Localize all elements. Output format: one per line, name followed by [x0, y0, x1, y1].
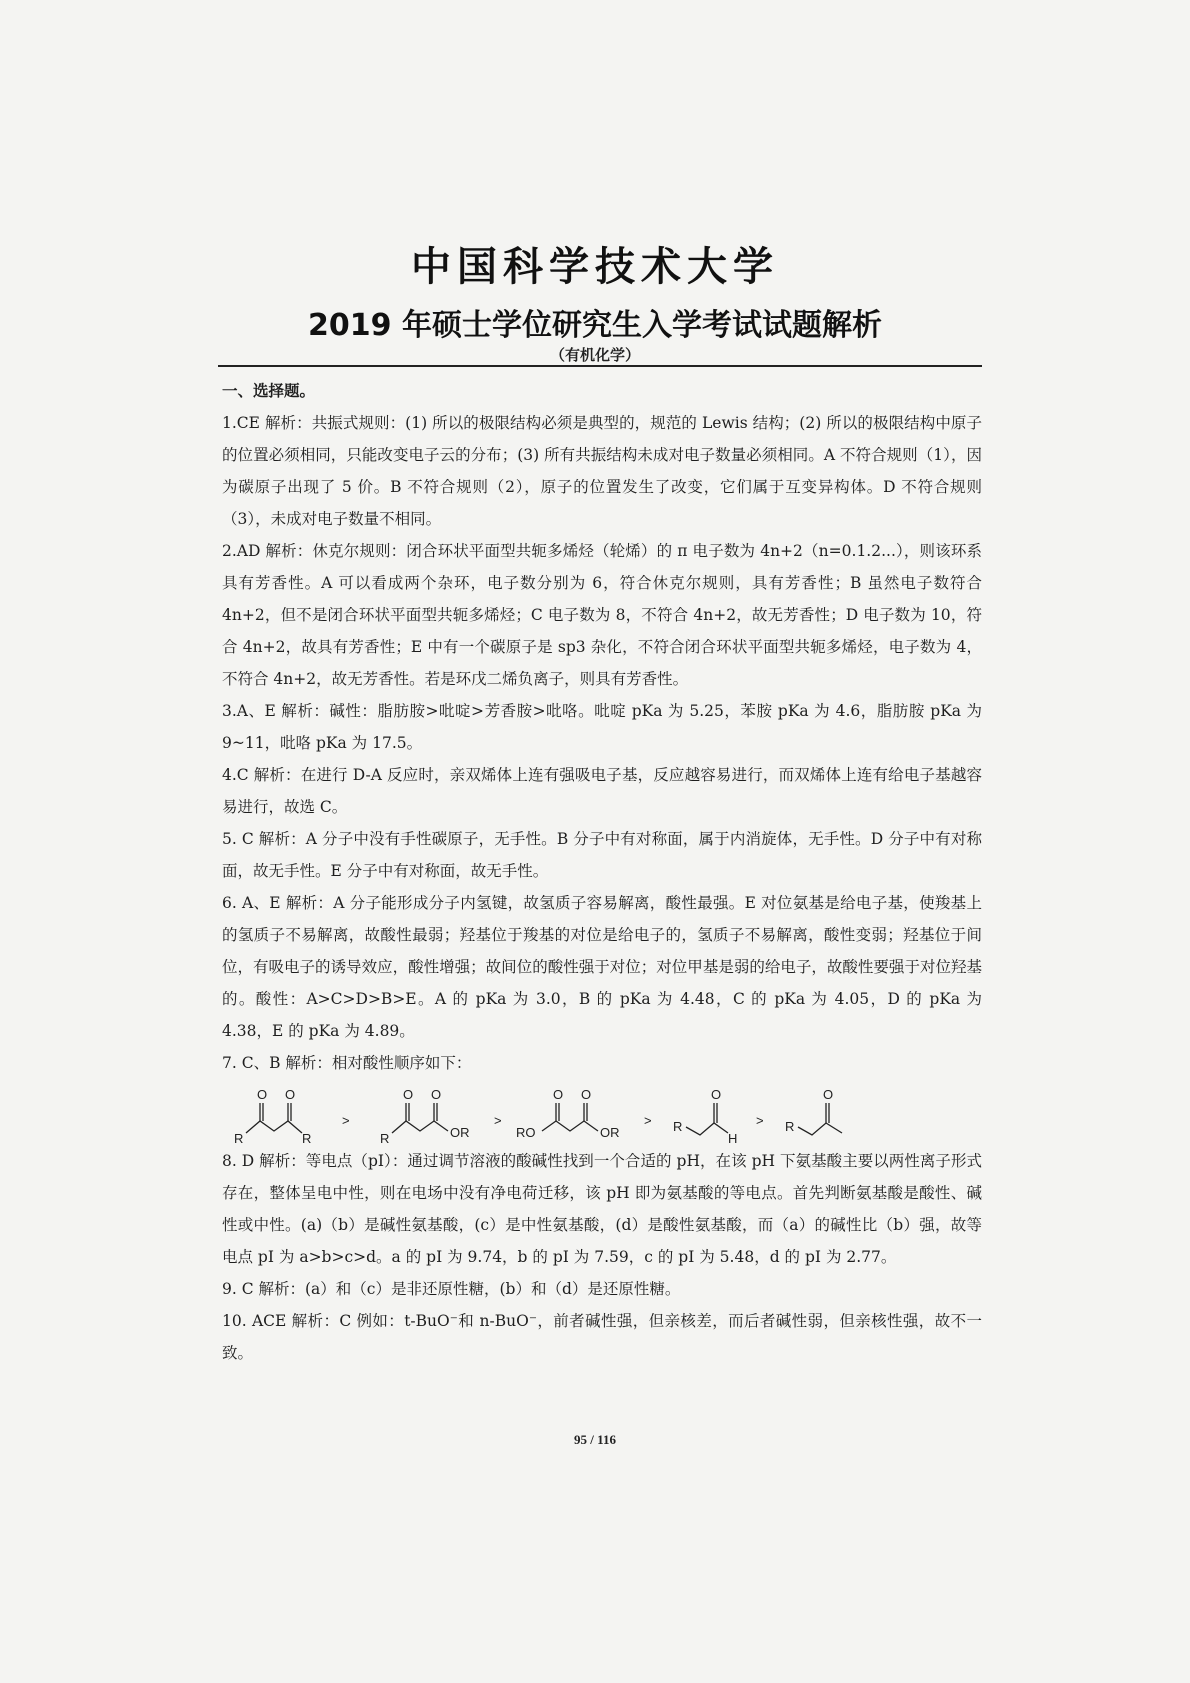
mol4-o: O [711, 1087, 722, 1102]
mol3-o-left: O [553, 1087, 564, 1102]
mol3-o-right: O [581, 1087, 592, 1102]
answer-content [222, 375, 982, 1369]
answer-5: 5. C 解析：A 分子中没有手性碳原子，无手性。B 分子中有对称面，属于内消旋体，无手性。D 分子中有对称面，故无手性。E 分子中有对称面，故无手性。 [222, 830, 982, 880]
answer-10: 10. ACE 解析：C 例如：t-BuO⁻和 n-BuO⁻，前者碱性强，但亲核差，而后者碱性弱，但亲核性强，故不一致。 [222, 1312, 982, 1362]
answer-2: 2.AD 解析：休克尔规则：闭合环状平面型共轭多烯烃（轮烯）的 π 电子数为 4n+2（n=0.1.2...），则该环系具有芳香性。A 可以看成两个杂环，电子数分别为 6，符合休克尔规则，具有芳香性；B 虽然电子数符合 4n+2，但不是闭合环状平面型共轭多烯烃；C 电子数为 8，不符合 4n+2，故无芳香性；D 电子数为 10，符合 4n+2，故具有芳香性；E 中有一个碳原子是 sp3 杂化，不符合闭合环状平面型共轭多烯烃，电子数为 4，不符合 4n+2，故无芳香性。若是环戊二烯负离子，则具有芳香性。 [222, 542, 982, 688]
answer-6: 6. A、E 解析：A 分子能形成分子内氢键，故氢质子容易解离，酸性最强。E 对位氨基是给电子基，使羧基上的氢质子不易解离，故酸性最弱；羟基位于羧基的对位是给电子的，氢质子不易解离，酸性变弱；羟基位于间位，有吸电子的诱导效应，酸性增强；故间位的酸性强于对位；对位甲基是弱的给电子，故酸性要强于对位羟基的。酸性：A>C>D>B>E。A 的 pKa 为 3.0，B 的 pKa 为 4.48，C 的 pKa 为 4.05，D 的 pKa 为 4.38，E 的 pKa 为 4.89。 [222, 894, 982, 1040]
mol3-ro: RO [516, 1125, 536, 1140]
mol5-r: R [785, 1119, 795, 1134]
answer-8: 8. D 解析：等电点（pI）：通过调节溶液的酸碱性找到一个合适的 pH，在该 pH 下氨基酸主要以两性离子形式存在，整体呈电中性，则在电场中没有净电荷迁移，该 pH 即为氨基酸的等电点。首先判断氨基酸是酸性、碱性或中性。(a)（b）是碱性氨基酸，(c）是中性氨基酸，(d）是酸性氨基酸，而（a）的碱性比（b）强，故等电点 pI 为 a>b>c>d。a 的 pI 为 9.74，b 的 pI 为 7.59，c 的 pI 为 5.48，d 的 pI 为 2.77。 [222, 1152, 982, 1266]
answer-4: 4.C 解析：在进行 D-A 反应时，亲双烯体上连有强吸电子基，反应越容易进行，而双烯体上连有给电子基越容易进行，故选 C。 [222, 766, 982, 816]
subject-label: （有机化学） [549, 346, 640, 364]
mol2-o-left: O [403, 1087, 414, 1102]
answer-9: 9. C 解析：(a）和（c）是非还原性糖，(b）和（d）是还原性糖。 [222, 1280, 681, 1298]
mol1-o-right: O [285, 1087, 296, 1102]
title-divider [218, 365, 982, 367]
exam-title: 2019 年硕士学位研究生入学考试试题解析 [308, 308, 882, 343]
answer-3: 3.A、E 解析：碱性：脂肪胺>吡啶>芳香胺>吡咯。吡啶 pKa 为 5.25，苯胺 pKa 为 4.6，脂肪胺 pKa 为 9~11，吡咯 pKa 为 17.5。 [222, 702, 982, 752]
gt-2: > [494, 1113, 502, 1128]
mol2-o-right: O [431, 1087, 442, 1102]
university-name: 中国科学技术大学 [411, 243, 779, 290]
page-number: 95 / 116 [574, 1432, 616, 1447]
mol4-r: R [673, 1119, 683, 1134]
gt-4: > [756, 1113, 764, 1128]
mol4-h: H [728, 1131, 738, 1145]
gt-3: > [644, 1113, 652, 1128]
mol3-or: OR [600, 1125, 620, 1140]
mol1-r-right: R [302, 1131, 312, 1145]
mol2-r: R [380, 1131, 390, 1145]
answer-7: 7. C、B 解析：相对酸性顺序如下： [222, 1054, 472, 1072]
acidity-scheme [232, 1081, 852, 1145]
gt-1: > [342, 1113, 350, 1128]
section-heading: 一、选择题。 [222, 381, 316, 400]
mol2-or: OR [450, 1125, 470, 1140]
answer-1: 1.CE 解析：共振式规则：(1) 所以的极限结构必须是典型的，规范的 Lewis 结构；(2) 所以的极限结构中原子的位置必须相同，只能改变电子云的分布；(3) 所有共振结构未成对电子数量必须相同。A 不符合规则（1），因为碳原子出现了 5 价。B 不符合规则（2），原子的位置发生了改变，它们属于互变异构体。D 不符合规则（3），未成对电子数量不相同。 [222, 414, 982, 528]
mol1-o-left: O [257, 1087, 268, 1102]
mol1-r-left: R [234, 1131, 244, 1145]
mol5-o: O [823, 1087, 834, 1102]
